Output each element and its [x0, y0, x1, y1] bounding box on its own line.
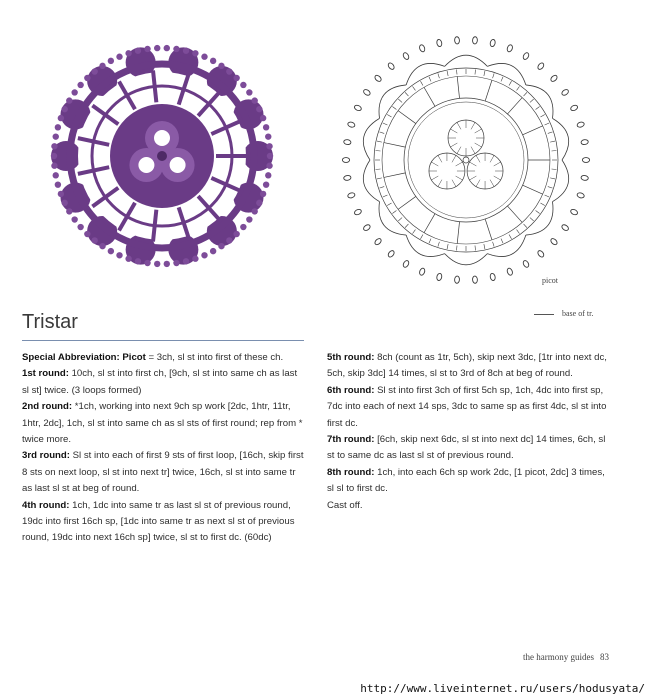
page-footer — [523, 652, 609, 662]
round-7: 7th round: [6ch, skip next 6dc, sl st into next dc] 14 times, 6ch, sl st to same dc as last sl st of previous round. — [327, 434, 606, 462]
page-number: 83 — [600, 652, 609, 662]
round-1: 1st round: 10ch, sl st into first ch, [9ch, sl st into same ch as last sl st] twice. (3 loops formed) — [22, 368, 298, 396]
round-3: 3rd round: Sl st into each of first 9 sts of first loop, [16ch, skip first 8 sts on next loop, sl st into next tr] twice, 16ch, sl st into same tr as last sl st at beg of round. — [22, 450, 304, 495]
motif-photo — [50, 44, 274, 268]
round-6: 6th round: Sl st into first 3ch of first 5ch sp, 1ch, 4dc into first sp, 7dc into each of next 14 sps, 3dc to same sp as first 4dc, sl st into first dc. — [327, 384, 607, 429]
base-legend-line — [534, 314, 554, 315]
cast-off: Cast off. — [327, 499, 363, 511]
crochet-chart-diagram — [338, 34, 608, 296]
round-8: 8th round: 1ch, into each 6ch sp work 2dc, [1 picot, 2dc] 3 times, sl sl to first dc. — [327, 466, 605, 495]
round-4: 4th round: 1ch, 1dc into same tr as last sl st of previous round, 19dc into first 16ch sp, [1dc into same tr as next sl st of previous round, 19dc into next 16ch sp] twice, sl st to first dc. (60dc) — [22, 499, 295, 544]
round-5: 5th round: 8ch (count as 1tr, 5ch), skip next 3dc, [1tr into next dc, 5ch, skip 3dc] 14 times, sl st to 3rd of 8ch at beg of round. — [327, 352, 607, 380]
instructions-left-column — [22, 350, 304, 547]
special-abbreviation: Special Abbreviation: Picot = 3ch, sl st into first of these ch. — [22, 352, 284, 363]
picot-label: picot — [542, 276, 558, 285]
base-label: base of tr. — [562, 309, 594, 318]
round-2: 2nd round: *1ch, working into next 9ch sp work [2dc, 1htr, 11tr, 1htr, 2dc], 1ch, sl st into same ch as sl sts of first round; rep from * twice more. — [22, 401, 303, 446]
watermark-url: http://www.liveinternet.ru/users/hodusyata/ — [360, 682, 645, 695]
book-title: the harmony guides — [523, 652, 594, 662]
instructions-right-column — [327, 350, 611, 514]
pattern-title: Tristar — [22, 311, 78, 333]
title-rule — [22, 340, 304, 341]
